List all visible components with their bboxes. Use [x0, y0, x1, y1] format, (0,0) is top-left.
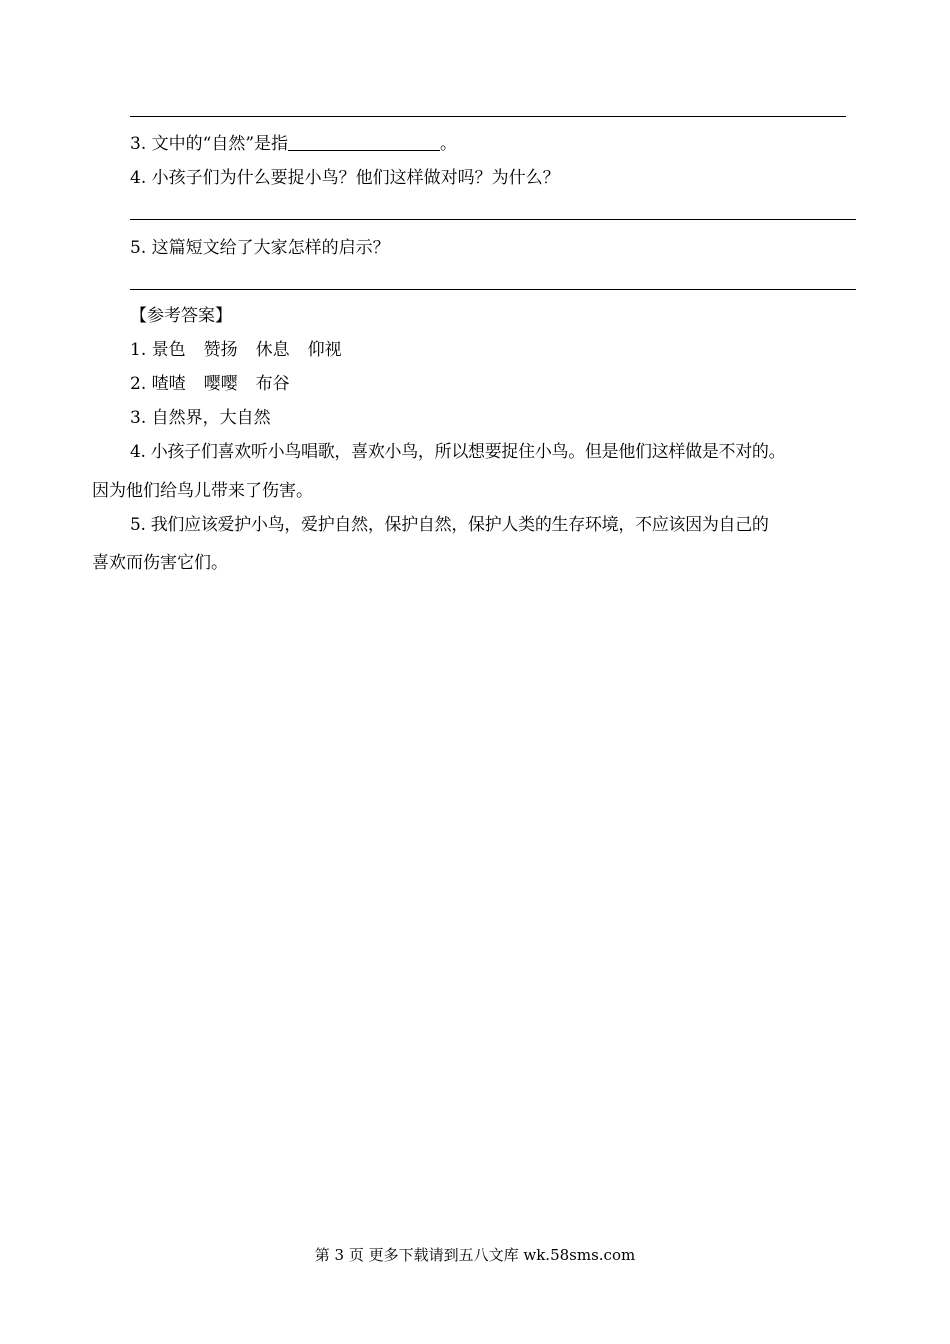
- answer-5-line-2: 喜欢而伤害它们。: [92, 553, 228, 573]
- answer-2: [130, 372, 290, 396]
- page-footer: 第 3 页 更多下载请到五八文库 wk.58sms.com: [314, 1246, 636, 1264]
- answer-1: [130, 338, 342, 362]
- answer-line-q5: [130, 289, 856, 290]
- answer-line-q4: [130, 219, 856, 220]
- question-3-prefix: 3. 文中的“自然”是指: [130, 134, 289, 154]
- answer-1-word: 赞扬: [203, 340, 238, 360]
- answer-4-line-2: 因为他们给鸟儿带来了伤害。: [92, 481, 313, 501]
- question-3-suffix: 。: [440, 134, 458, 154]
- question-4: 4. 小孩子们为什么要捉小鸟？他们这样做对吗？为什么？: [130, 168, 560, 188]
- answer-1-word: 1. 景色: [130, 340, 186, 360]
- question-3-blank: [288, 132, 440, 151]
- question-5: 5. 这篇短文给了大家怎样的启示？: [130, 238, 390, 258]
- answer-2-word: 嘤嘤: [203, 374, 238, 394]
- answers-heading: 【参考答案】: [130, 306, 232, 326]
- answer-3: 3. 自然界，大自然: [130, 408, 271, 428]
- answer-2-word: 布谷: [255, 374, 290, 394]
- answer-4-line-1: 4. 小孩子们喜欢听小鸟唱歌，喜欢小鸟，所以想要捉住小鸟。但是他们这样做是不对的。: [130, 442, 786, 462]
- question-3: [130, 132, 457, 156]
- answer-1-word: 休息: [255, 340, 290, 360]
- answer-2-word: 2. 喳喳: [130, 374, 186, 394]
- answer-5-line-1: 5. 我们应该爱护小鸟，爱护自然，保护自然，保护人类的生存环境，不应该因为自己的: [130, 515, 769, 535]
- answer-line-q2: [130, 116, 846, 117]
- answer-1-word: 仰视: [307, 340, 342, 360]
